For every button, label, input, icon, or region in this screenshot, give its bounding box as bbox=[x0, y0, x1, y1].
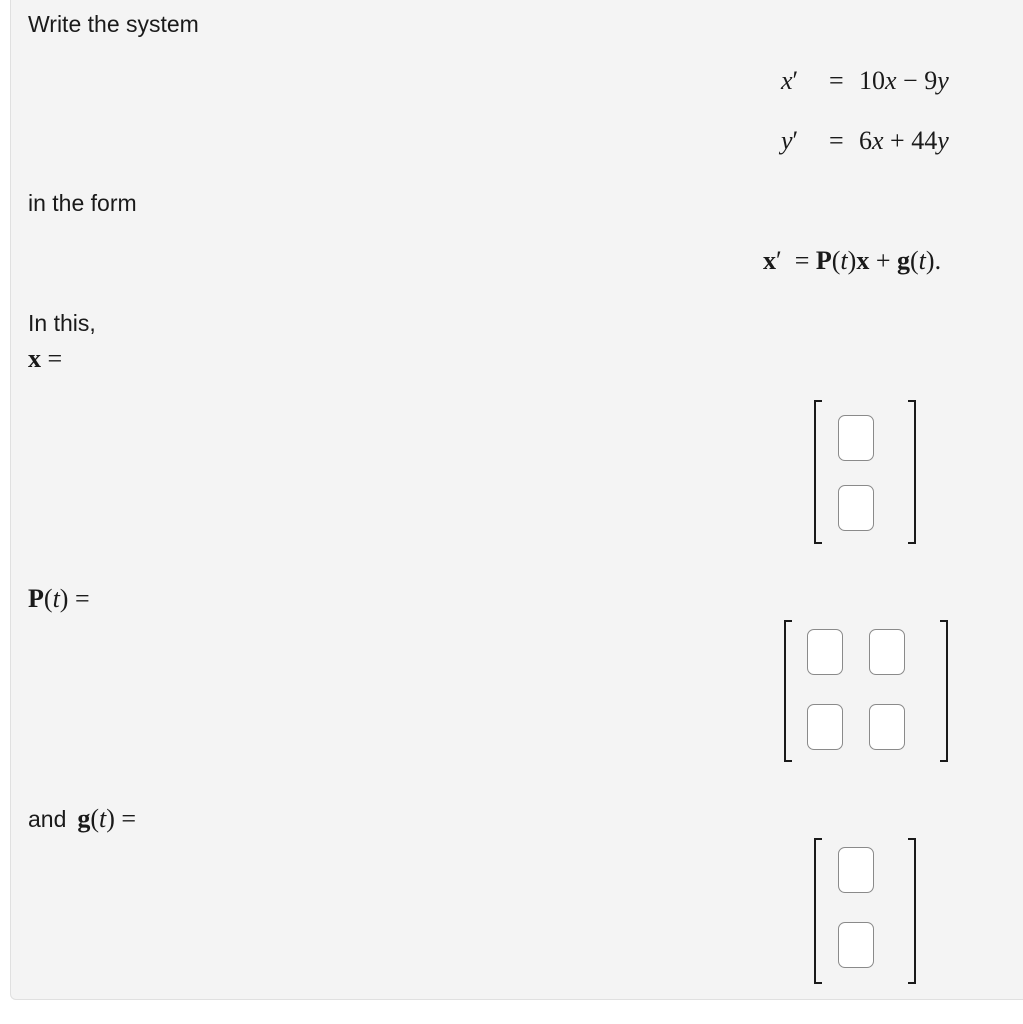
form-text: in the form bbox=[28, 190, 137, 216]
x-vector-right-bracket bbox=[908, 400, 916, 544]
and-text: and bbox=[28, 806, 67, 832]
p-matrix-right-bracket bbox=[940, 620, 948, 762]
x-vector-entry-2[interactable] bbox=[838, 485, 874, 531]
p-matrix-left-bracket bbox=[784, 620, 792, 762]
equation-x-prime: x′ = 10x − 9y bbox=[781, 66, 949, 95]
x-vector-label: x = bbox=[28, 344, 63, 373]
p-matrix-entry-1-2[interactable] bbox=[869, 629, 905, 675]
intro-text: Write the system bbox=[28, 11, 199, 37]
g-vector-entry-1[interactable] bbox=[838, 847, 874, 893]
g-vector-left-bracket bbox=[814, 838, 822, 984]
x-vector-left-bracket bbox=[814, 400, 822, 544]
g-vector-right-bracket bbox=[908, 838, 916, 984]
p-matrix-entry-2-2[interactable] bbox=[869, 704, 905, 750]
p-matrix-entry-2-1[interactable] bbox=[807, 704, 843, 750]
p-matrix-label: P(t) = bbox=[28, 584, 90, 613]
p-matrix-entry-1-1[interactable] bbox=[807, 629, 843, 675]
in-this-text: In this, bbox=[28, 310, 96, 336]
g-vector-label: and g(t) = bbox=[28, 804, 137, 833]
g-vector-entry-2[interactable] bbox=[838, 922, 874, 968]
equation-y-prime: y′ = 6x + 44y bbox=[781, 126, 949, 155]
target-equation: x′ = P(t)x + g(t). bbox=[763, 246, 942, 275]
question-panel bbox=[10, 0, 1023, 1000]
x-vector-entry-1[interactable] bbox=[838, 415, 874, 461]
